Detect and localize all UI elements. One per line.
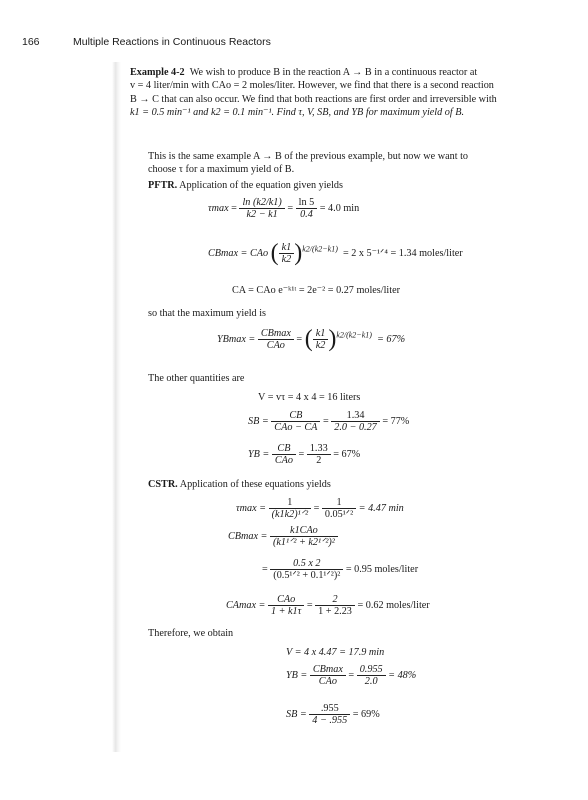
cstr-selectivity-equation [286, 703, 380, 726]
pftr-intro-text: Application of the equation given yields [179, 180, 343, 191]
numerator: 1.33 [307, 443, 331, 455]
example-line-2: v = 4 liter/min with CAo = 2 moles/liter. However, we find that there is a second reaction [130, 80, 494, 92]
fraction [272, 443, 296, 466]
eq-result: = 0.95 moles/liter [345, 563, 419, 575]
pftr-volume-equation: V = vτ = 4 x 4 = 16 liters [258, 392, 361, 403]
example-block [130, 66, 497, 120]
denominator: 0.4 [300, 209, 313, 220]
so-that-text: so that the maximum yield is [148, 308, 266, 319]
cstr-cb-max-numeric [262, 558, 418, 581]
eq-result: = 77% [382, 415, 410, 427]
eq-result: = 69% [352, 708, 380, 720]
example-line-4: k1 = 0.5 min⁻¹ and k2 = 0.1 min⁻¹. Find τ, V, SB, and YB for maximum yield of B. [130, 107, 465, 119]
exponent: k2/(k2−k1) [336, 330, 372, 340]
page-number: 166 [22, 36, 40, 48]
eq-result: = 67% [377, 333, 406, 345]
numerator: 1.34 [331, 410, 380, 422]
denominator: 2.0 − 0.27 [334, 422, 377, 433]
eq-lhs: CAmax = [226, 599, 266, 611]
cstr-heading: CSTR. [148, 479, 178, 490]
fraction [313, 328, 329, 351]
numerator: k1 [313, 328, 329, 340]
fraction [279, 242, 295, 265]
pftr-tau-max-equation: τmax = $\frac{\ln (k2/k1)}{k2 - k1}$ = $\frac{\ln 5}{0.4}$ = 4.0 min [208, 197, 360, 220]
fraction [309, 703, 350, 726]
numerator: k1CAo [270, 525, 338, 537]
denominator: 2.0 [364, 676, 378, 687]
fraction [258, 328, 294, 351]
denominator: CAo [274, 455, 293, 466]
numerator: CBmax [310, 664, 346, 676]
denominator: (k1¹ᐟ² + k2¹ᐟ²)² [272, 537, 335, 548]
eq-lhs: τmax = [236, 502, 267, 514]
running-title: Multiple Reactions in Continuous Reactors [73, 36, 271, 48]
numerator: 1 [322, 497, 356, 509]
therefore-text: Therefore, we obtain [148, 628, 234, 639]
exponent: k2/(k2−k1) [302, 244, 338, 254]
eq-result: = 2 x 5⁻¹ᐟ⁴ = 1.34 moles/liter [342, 247, 463, 259]
cstr-paragraph [148, 478, 331, 491]
denominator: (k1k2)¹ᐟ² [271, 509, 309, 520]
scan-margin-artifact [112, 62, 121, 752]
numerator: CBmax [258, 328, 294, 340]
cstr-volume-equation: V = 4 x 4.47 = 17.9 min [286, 647, 385, 658]
numerator: k1 [279, 242, 295, 254]
eq-lhs: CBmax = [228, 530, 268, 542]
cstr-tau-max-equation [236, 497, 404, 520]
cstr-yield-equation [286, 664, 416, 687]
numerator: CB [272, 443, 296, 455]
denominator: CAo − CA [274, 422, 318, 433]
numerator: .955 [309, 703, 350, 715]
denominator: (0.5¹ᐟ² + 0.1¹ᐟ²)² [273, 570, 341, 581]
eq-result: = 48% [388, 669, 417, 681]
fraction [322, 497, 356, 520]
fraction [270, 525, 338, 548]
eq-lhs: τmax [208, 202, 229, 214]
other-quantities-text: The other quantities are [148, 373, 245, 384]
denominator: 0.05¹ᐟ² [324, 509, 354, 520]
pftr-cb-max-equation: CBmax = CAo ( $\frac{k1}{k2}$ )$^{k2/(k2-k1)}$ = 2 x 5⁻¹ᐟ⁴ = 1.34 moles/liter [208, 240, 463, 266]
numerator: 1 [269, 497, 311, 509]
numerator: ln (k2/k1) [239, 197, 284, 209]
denominator: 1 + k1τ [270, 606, 302, 617]
numerator: CAo [268, 594, 304, 606]
denominator: CAo [266, 340, 285, 351]
intro-line-2: choose τ for a maximum yield of B. [148, 164, 295, 176]
pftr-heading: PFTR. [148, 180, 178, 191]
eq-sign: = [322, 415, 329, 427]
numerator: 0.955 [357, 664, 386, 676]
denominator: 2 [316, 455, 322, 466]
example-line-3: B → C that can also occur. We find that both reactions are first order and irreversible with [130, 93, 497, 105]
eq-result: = 4.47 min [358, 502, 404, 514]
denominator: CAo [318, 676, 337, 687]
fraction [307, 443, 331, 466]
eq-sign: = [306, 599, 313, 611]
fraction [357, 664, 386, 687]
eq-sign: = [296, 333, 303, 345]
fraction [239, 197, 284, 220]
fraction [310, 664, 346, 687]
eq-result: = 67% [333, 448, 361, 460]
eq-sign: = [313, 502, 320, 514]
fraction [268, 594, 304, 617]
fraction [315, 594, 355, 617]
intro-line-1: This is the same example A → B of the previous example, but now we want to [148, 151, 468, 162]
fraction [270, 558, 343, 581]
eq-result: = 4.0 min [319, 202, 360, 214]
fraction [296, 197, 318, 220]
cstr-intro-text: Application of these equations yields [179, 479, 331, 490]
eq-sign: = [298, 448, 305, 460]
numerator: CB [271, 410, 320, 422]
eq-lhs: YBmax = [217, 333, 256, 345]
eq-lhs: SB = [248, 415, 269, 427]
pftr-yield-equation [248, 443, 360, 466]
denominator: k2 [315, 340, 326, 351]
eq-lhs: SB = [286, 708, 307, 720]
pftr-selectivity-equation [248, 410, 409, 433]
intro-paragraph [148, 150, 468, 177]
fraction [269, 497, 311, 520]
numerator: 2 [315, 594, 355, 606]
cstr-ca-max-equation [226, 594, 430, 617]
fraction [331, 410, 380, 433]
eq-lhs: CBmax = CAo [208, 247, 269, 259]
eq-result: = 0.62 moles/liter [357, 599, 430, 611]
example-label: Example 4-2 [130, 67, 185, 78]
pftr-yield-max-equation: YBmax = $\frac{CBmax}{\text{CAo}}$ = ( $\frac{k1}{k2}$ )$^{k2/(k2-k1)}$ = 67% [217, 326, 406, 352]
denominator: k2 [281, 254, 292, 265]
denominator: 4 − .955 [312, 715, 348, 726]
eq-lhs: YB = [286, 669, 308, 681]
fraction [271, 410, 320, 433]
cstr-cb-max-equation [228, 525, 338, 548]
example-line-1: We wish to produce B in the reaction A → B in a continuous reactor at [189, 67, 478, 78]
pftr-paragraph [148, 179, 343, 192]
denominator: 1 + 2.23 [318, 606, 352, 617]
eq-sign: = [348, 669, 355, 681]
denominator: k2 − k1 [246, 209, 278, 220]
numerator: ln 5 [296, 197, 318, 209]
numerator: 0.5 x 2 [270, 558, 343, 570]
pftr-ca-equation: CA = CAo e⁻ᵏ¹ᵗ = 2e⁻² = 0.27 moles/liter [232, 285, 401, 296]
eq-lhs: YB = [248, 448, 270, 460]
eq-sign: = [262, 563, 268, 575]
